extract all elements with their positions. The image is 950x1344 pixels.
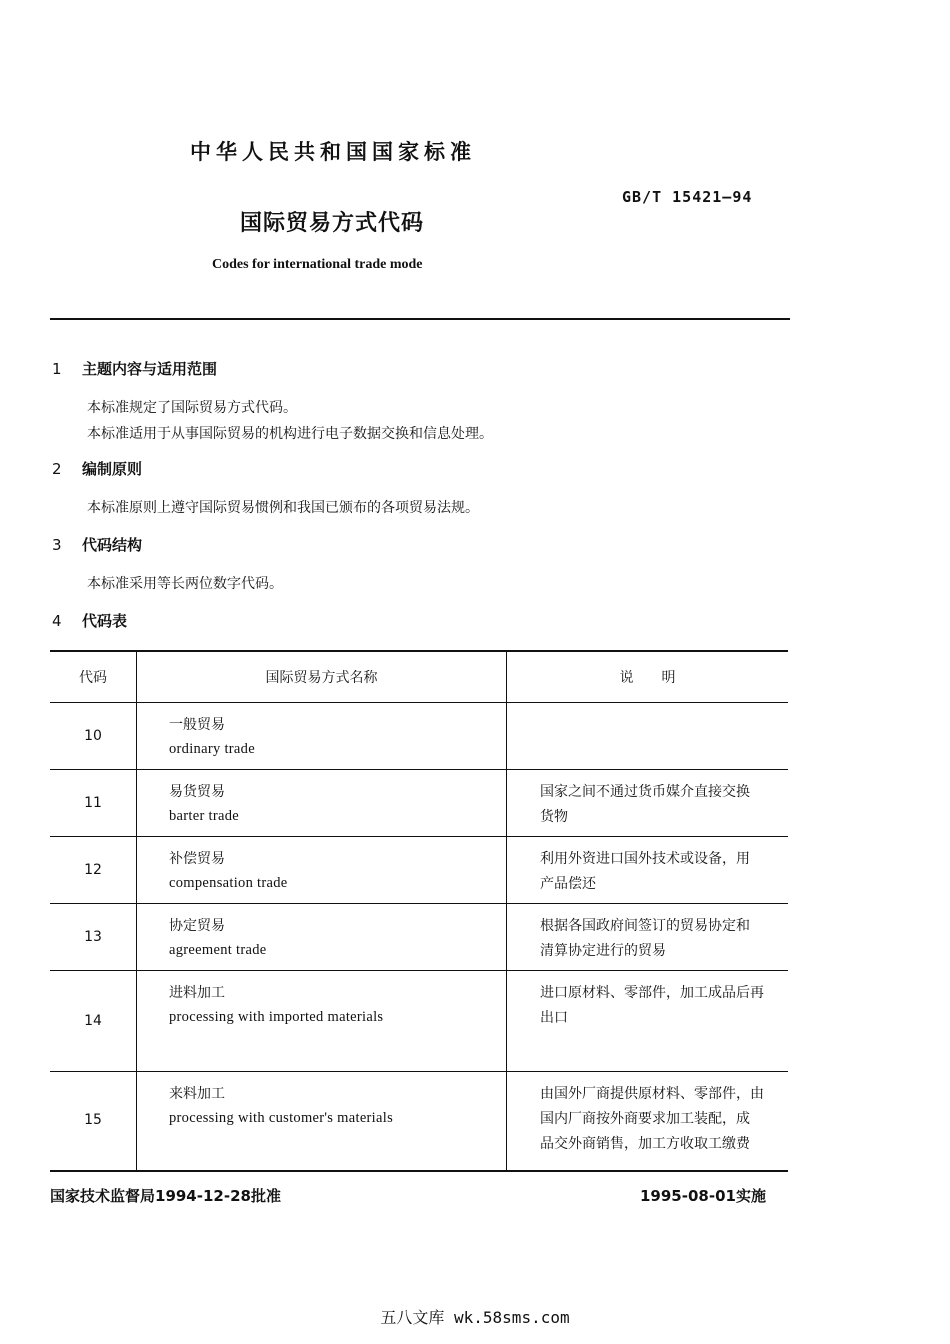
description-cell	[507, 971, 789, 1072]
name-cell	[137, 837, 507, 904]
watermark: 五八文库 wk.58sms.com	[380, 1308, 570, 1327]
table-row	[50, 703, 788, 770]
description-cell	[507, 1072, 789, 1171]
name-cn: 来料加工	[169, 1086, 225, 1102]
section-title: 代码结构	[82, 536, 143, 554]
name-en: agreement trade	[169, 942, 267, 958]
table-row	[50, 971, 788, 1072]
name-cell	[137, 904, 507, 971]
paragraph: 本标准原则上遵守国际贸易惯例和我国已颁布的各项贸易法规。	[87, 500, 479, 516]
section-number: 1	[52, 360, 62, 378]
paragraph: 本标准规定了国际贸易方式代码。	[87, 400, 297, 416]
name-cell	[137, 770, 507, 837]
header-rule	[50, 318, 790, 320]
name-en: barter trade	[169, 808, 240, 824]
table-row	[50, 1072, 788, 1171]
section-heading	[52, 534, 142, 555]
name-cell	[137, 971, 507, 1072]
name-cell	[137, 1072, 507, 1171]
description-line: 由国外厂商提供原材料、零部件，由	[540, 1086, 764, 1102]
effective-date: 1995-08-01实施	[640, 1187, 766, 1205]
description-cell	[507, 904, 789, 971]
description-line: 产品偿还	[540, 876, 596, 892]
section-title: 编制原则	[82, 460, 143, 478]
name-cn: 易货贸易	[169, 784, 225, 800]
section-heading	[52, 610, 127, 631]
standard-number: GB/T 15421—94	[622, 188, 753, 206]
name-en: processing with imported materials	[169, 1009, 384, 1025]
code-cell: 11	[50, 770, 137, 837]
name-cell	[137, 703, 507, 770]
name-en: compensation trade	[169, 875, 288, 891]
code-cell: 15	[50, 1072, 137, 1171]
name-cn: 补偿贸易	[169, 851, 225, 867]
section-title: 代码表	[82, 612, 128, 630]
paragraph: 本标准采用等长两位数字代码。	[87, 576, 283, 592]
description-line: 清算协定进行的贸易	[540, 943, 666, 959]
document-title-en: Codes for international trade mode	[212, 257, 423, 272]
code-cell: 14	[50, 971, 137, 1072]
column-header-name: 国际贸易方式名称	[137, 651, 507, 703]
column-header-description: 说 明	[507, 651, 789, 703]
table-header-row	[50, 651, 788, 703]
name-cn: 进料加工	[169, 985, 225, 1001]
table-row	[50, 904, 788, 971]
table-row	[50, 770, 788, 837]
code-cell: 12	[50, 837, 137, 904]
standard-title: 中华人民共和国国家标准	[190, 140, 476, 164]
section-number: 3	[52, 536, 62, 554]
description-cell	[507, 837, 789, 904]
description-cell	[507, 703, 789, 770]
description-line: 国内厂商按外商要求加工装配，成	[540, 1111, 750, 1127]
code-table	[50, 650, 788, 1172]
description-cell	[507, 770, 789, 837]
approval-date: 国家技术监督局1994-12-28批准	[50, 1187, 281, 1205]
section-number: 4	[52, 612, 62, 630]
section-number: 2	[52, 460, 62, 478]
section-heading	[52, 358, 217, 379]
table-row	[50, 837, 788, 904]
code-cell: 10	[50, 703, 137, 770]
description-line: 进口原材料、零部件，加工成品后再	[540, 985, 764, 1001]
name-cn: 一般贸易	[169, 717, 225, 733]
description-line: 出口	[540, 1010, 568, 1026]
paragraph: 本标准适用于从事国际贸易的机构进行电子数据交换和信息处理。	[87, 426, 493, 442]
name-en: ordinary trade	[169, 741, 255, 757]
description-line: 国家之间不通过货币媒介直接交换	[540, 784, 750, 800]
description-line: 品交外商销售，加工方收取工缴费	[540, 1136, 750, 1152]
document-title-cn: 国际贸易方式代码	[240, 211, 425, 236]
column-header-code: 代码	[50, 651, 137, 703]
description-line: 根据各国政府间签订的贸易协定和	[540, 918, 750, 934]
name-cn: 协定贸易	[169, 918, 225, 934]
section-title: 主题内容与适用范围	[82, 360, 218, 378]
description-line: 利用外资进口国外技术或设备，用	[540, 851, 750, 867]
name-en: processing with customer's materials	[169, 1110, 394, 1126]
section-heading	[52, 458, 142, 479]
code-cell: 13	[50, 904, 137, 971]
description-line: 货物	[540, 809, 568, 825]
